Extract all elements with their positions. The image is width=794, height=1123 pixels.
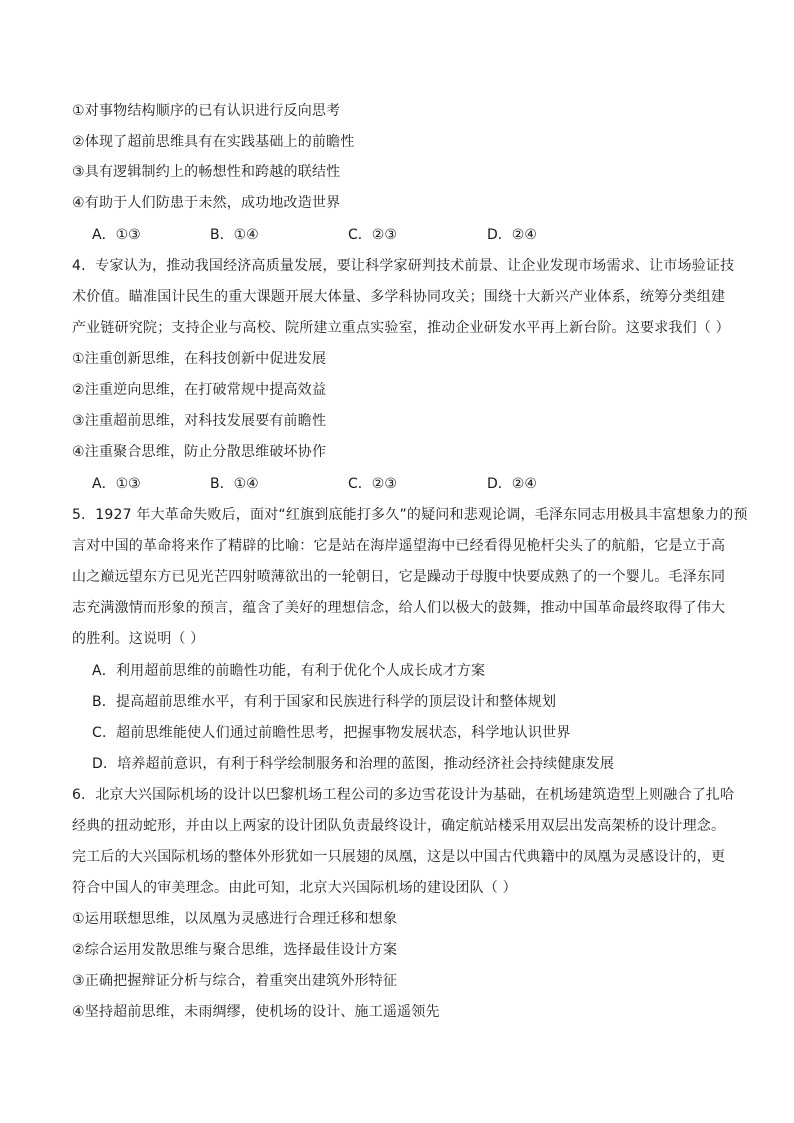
q3-option-a: A．①③ (92, 227, 141, 243)
q4-stem-line-2: 术价值。瞄准国计民生的重大课题开展大体量、多学科协同攻关；围绕十大新兴产业体系，统筹分类组建 (72, 289, 726, 305)
q4-statement-2: ②注重逆向思维，在打破常规中提高效益 (72, 382, 327, 398)
q5-stem-line-3: 山之巅远望东方已见光芒四射喷薄欲出的一轮朝日，它是躁动于母腹中快要成熟了的一个婴儿。毛泽东同 (72, 569, 726, 585)
q3-option-c: C．②③ (348, 227, 397, 243)
q3-option-b: B．①④ (210, 227, 259, 243)
q3-option-d: D．②④ (487, 227, 537, 243)
q5-choice-a: A．利用超前思维的前瞻性功能，有利于优化个人成长成才方案 (92, 663, 486, 679)
q4-statement-4: ④注重聚合思维，防止分散思维破坏协作 (72, 444, 327, 460)
q4-option-c: C．②③ (348, 476, 397, 492)
q3-statement-3: ③具有逻辑制约上的畅想性和跨越的联结性 (72, 164, 341, 180)
q3-statement-4: ④有助于人们防患于未然，成功地改造世界 (72, 195, 341, 211)
q4-statement-3: ③注重超前思维，对科技发展要有前瞻性 (72, 413, 327, 429)
q6-stem-line-2: 经典的扭动蛇形，并由以上两家的设计团队负责最终设计，确定航站楼采用双层出发高架桥的设计理念。 (72, 818, 726, 834)
q5-stem-line-2: 言对中国的革命将来作了精辟的比喻：它是站在海岸遥望海中已经看得见桅杆尖头了的航船，它是立于高 (72, 538, 726, 554)
q5-choice-c: C．超前思维能使人们通过前瞻性思考，把握事物发展状态，科学地认识世界 (92, 725, 571, 741)
q4-stem-line-3: 产业链研究院；支持企业与高校、院所建立重点实验室，推动企业研发水平再上新台阶。这要求我们（ ） (72, 320, 730, 336)
q5-stem-line-4: 志充满激情而形象的预言，蕴含了美好的理想信念，给人们以极大的鼓舞，推动中国革命最终取得了伟大 (72, 600, 726, 616)
q6-stem-line-1: 6．北京大兴国际机场的设计以巴黎机场工程公司的多边雪花设计为基础，在机场建筑造型上则融合了扎哈 (72, 787, 735, 803)
q4-stem-line-1: 4．专家认为，推动我国经济高质量发展，要让科学家研判技术前景、让企业发现市场需求、让市场验证技 (72, 258, 735, 274)
q4-options (92, 474, 612, 494)
q3-statement-2: ②体现了超前思维具有在实践基础上的前瞻性 (72, 134, 355, 150)
q6-statement-4: ④坚持超前思维，未雨绸缪，使机场的设计、施工遥遥领先 (72, 1004, 440, 1020)
q5-stem-line-1: 5．1927 年大革命失败后，面对“红旗到底能打多久”的疑问和悲观论调，毛泽东同志用极具丰富想象力的预 (72, 507, 748, 523)
q4-option-b: B．①④ (210, 476, 259, 492)
q4-statement-1: ①注重创新思维，在科技创新中促进发展 (72, 351, 327, 367)
q6-statement-1: ①运用联想思维，以凤凰为灵感进行合理迁移和想象 (72, 911, 398, 927)
q3-statement-1: ①对事物结构顺序的已有认识进行反向思考 (72, 103, 341, 119)
q6-statement-3: ③正确把握辩证分析与综合，着重突出建筑外形特征 (72, 973, 398, 989)
q5-choice-b: B．提高超前思维水平，有利于国家和民族进行科学的顶层设计和整体规划 (92, 694, 557, 710)
q5-choice-d: D．培养超前意识，有利于科学绘制服务和治理的蓝图，推动经济社会持续健康发展 (92, 756, 615, 772)
q6-statement-2: ②综合运用发散思维与聚合思维，选择最佳设计方案 (72, 942, 398, 958)
q4-option-d: D．②④ (487, 476, 537, 492)
q4-option-a: A．①③ (92, 476, 141, 492)
q6-stem-line-4: 符合中国人的审美理念。由此可知，北京大兴国际机场的建设团队（ ） (72, 880, 517, 896)
q3-options (92, 225, 612, 245)
q6-stem-line-3: 完工后的大兴国际机场的整体外形犹如一只展翅的凤凰，这是以中国古代典籍中的凤凰为灵感设计的，更 (72, 849, 726, 865)
q5-stem-line-5: 的胜利。这说明（ ） (72, 631, 205, 647)
